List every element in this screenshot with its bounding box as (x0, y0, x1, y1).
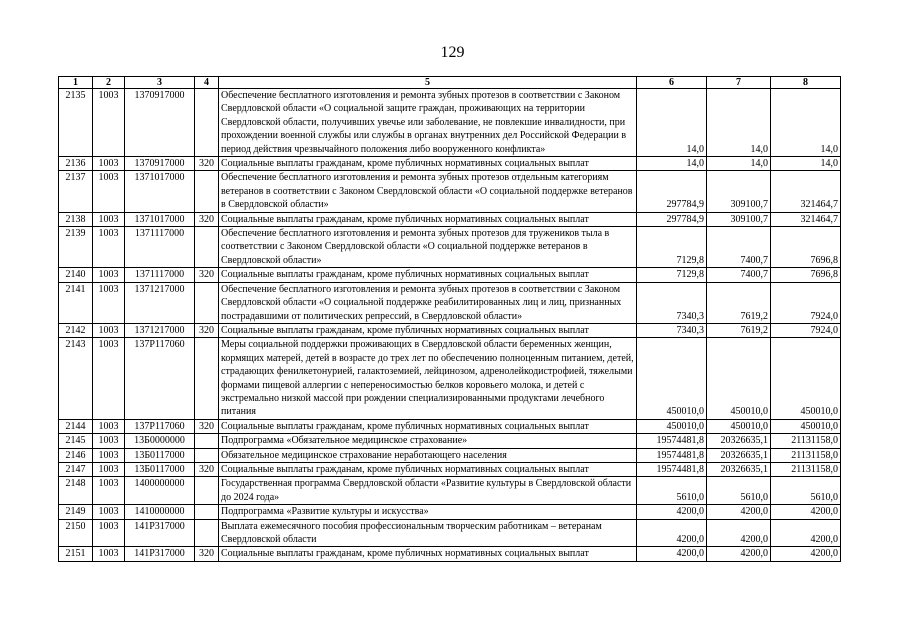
row-number-cell: 2145 (59, 434, 93, 448)
section-code-cell: 1003 (93, 338, 125, 419)
target-code-cell: 1410000000 (125, 505, 195, 519)
target-code-cell: 1371017000 (125, 212, 195, 226)
amount-year2-cell: 20326635,1 (707, 434, 771, 448)
item-name-cell: Социальные выплаты гражданам, кроме публичных нормативных социальных выплат (219, 547, 637, 561)
item-name-cell: Социальные выплаты гражданам, кроме публичных нормативных социальных выплат (219, 323, 637, 337)
amount-year2-cell: 14,0 (707, 157, 771, 171)
amount-year1-cell: 19574481,8 (637, 462, 707, 476)
section-code-cell: 1003 (93, 434, 125, 448)
amount-year1-cell: 4200,0 (637, 505, 707, 519)
target-code-cell: 141P317000 (125, 547, 195, 561)
amount-year1-cell: 7129,8 (637, 227, 707, 268)
budget-table (58, 76, 841, 562)
item-name-cell: Обеспечение бесплатного изготовления и ремонта зубных протезов для тружеников тыла в соответствии с Законом Свердловской области «О социальной поддержке ветеранов в Свердловской области» (219, 227, 637, 268)
table-row (59, 157, 841, 171)
header-cell: 2 (93, 77, 125, 89)
amount-year3-cell: 7924,0 (771, 282, 841, 323)
item-name-cell: Социальные выплаты гражданам, кроме публичных нормативных социальных выплат (219, 419, 637, 433)
expense-type-cell (195, 448, 219, 462)
table-row (59, 448, 841, 462)
table-row (59, 477, 841, 505)
expense-type-cell (195, 519, 219, 547)
amount-year3-cell: 4200,0 (771, 519, 841, 547)
amount-year3-cell: 14,0 (771, 89, 841, 157)
section-code-cell: 1003 (93, 227, 125, 268)
section-code-cell: 1003 (93, 547, 125, 561)
row-number-cell: 2151 (59, 547, 93, 561)
section-code-cell: 1003 (93, 157, 125, 171)
table-row (59, 338, 841, 419)
section-code-cell: 1003 (93, 171, 125, 212)
row-number-cell: 2138 (59, 212, 93, 226)
section-code-cell: 1003 (93, 212, 125, 226)
header-cell: 5 (219, 77, 637, 89)
expense-type-cell (195, 477, 219, 505)
amount-year1-cell: 450010,0 (637, 338, 707, 419)
row-number-cell: 2144 (59, 419, 93, 433)
amount-year2-cell: 4200,0 (707, 505, 771, 519)
amount-year1-cell: 450010,0 (637, 419, 707, 433)
row-number-cell: 2142 (59, 323, 93, 337)
amount-year3-cell: 5610,0 (771, 477, 841, 505)
row-number-cell: 2136 (59, 157, 93, 171)
target-code-cell: 13Б0117000 (125, 448, 195, 462)
table-row (59, 212, 841, 226)
amount-year3-cell: 321464,7 (771, 212, 841, 226)
section-code-cell: 1003 (93, 477, 125, 505)
table-row (59, 282, 841, 323)
section-code-cell: 1003 (93, 448, 125, 462)
amount-year1-cell: 7340,3 (637, 323, 707, 337)
item-name-cell: Обязательное медицинское страхование неработающего населения (219, 448, 637, 462)
amount-year2-cell: 450010,0 (707, 338, 771, 419)
expense-type-cell (195, 338, 219, 419)
expense-type-cell: 320 (195, 323, 219, 337)
amount-year3-cell: 450010,0 (771, 338, 841, 419)
amount-year3-cell: 21131158,0 (771, 462, 841, 476)
expense-type-cell: 320 (195, 462, 219, 476)
expense-type-cell: 320 (195, 419, 219, 433)
table-row (59, 547, 841, 561)
page-number: 129 (440, 44, 465, 61)
expense-type-cell (195, 89, 219, 157)
amount-year3-cell: 21131158,0 (771, 434, 841, 448)
expense-type-cell (195, 171, 219, 212)
amount-year1-cell: 7340,3 (637, 282, 707, 323)
section-code-cell: 1003 (93, 419, 125, 433)
amount-year1-cell: 5610,0 (637, 477, 707, 505)
amount-year3-cell: 321464,7 (771, 171, 841, 212)
expense-type-cell (195, 282, 219, 323)
expense-type-cell (195, 227, 219, 268)
table-row (59, 419, 841, 433)
amount-year2-cell: 7400,7 (707, 227, 771, 268)
item-name-cell: Меры социальной поддержки проживающих в Свердловской области беременных женщин, кормящих матерей, детей в возрасте до трех лет по обеспечению полноценным питанием, детей, страдающих фенилкетонурией, галактоземией, лейцинозом, адренолейкодистрофией, тяжелыми формами пищевой аллергии с непереносимостью белков коровьего молока, и детей с экстремально низкой массой при рождении специализированными продуктами лечебного питания (219, 338, 637, 419)
row-number-cell: 2140 (59, 268, 93, 282)
amount-year1-cell: 19574481,8 (637, 448, 707, 462)
amount-year1-cell: 14,0 (637, 89, 707, 157)
table-row (59, 89, 841, 157)
header-cell: 7 (707, 77, 771, 89)
target-code-cell: 13Б0000000 (125, 434, 195, 448)
row-number-cell: 2135 (59, 89, 93, 157)
target-code-cell: 1370917000 (125, 157, 195, 171)
amount-year3-cell: 7696,8 (771, 268, 841, 282)
amount-year2-cell: 14,0 (707, 89, 771, 157)
amount-year3-cell: 4200,0 (771, 505, 841, 519)
target-code-cell: 1371117000 (125, 227, 195, 268)
amount-year3-cell: 14,0 (771, 157, 841, 171)
item-name-cell: Социальные выплаты гражданам, кроме публичных нормативных социальных выплат (219, 462, 637, 476)
item-name-cell: Обеспечение бесплатного изготовления и ремонта зубных протезов в соответствии с Законом Свердловской области «О социальной защите граждан, проживающих на территории Свердловской области, получивших увечье или заболевание, не повлекшие инвалидности, при прохождении военной службы или службы в органах внутренних дел Российской Федерации в период действия чрезвычайного положения либо вооруженного конфликта» (219, 89, 637, 157)
section-code-cell: 1003 (93, 268, 125, 282)
amount-year1-cell: 297784,9 (637, 171, 707, 212)
table-row (59, 171, 841, 212)
section-code-cell: 1003 (93, 462, 125, 476)
target-code-cell: 1371217000 (125, 323, 195, 337)
target-code-cell: 137P117060 (125, 338, 195, 419)
table-row (59, 505, 841, 519)
row-number-cell: 2139 (59, 227, 93, 268)
amount-year1-cell: 7129,8 (637, 268, 707, 282)
target-code-cell: 13Б0117000 (125, 462, 195, 476)
table-row (59, 434, 841, 448)
amount-year3-cell: 7924,0 (771, 323, 841, 337)
item-name-cell: Государственная программа Свердловской области «Развитие культуры в Свердловской области до 2024 года» (219, 477, 637, 505)
item-name-cell: Социальные выплаты гражданам, кроме публичных нормативных социальных выплат (219, 157, 637, 171)
target-code-cell: 1371217000 (125, 282, 195, 323)
amount-year2-cell: 7619,2 (707, 323, 771, 337)
amount-year1-cell: 14,0 (637, 157, 707, 171)
section-code-cell: 1003 (93, 323, 125, 337)
section-code-cell: 1003 (93, 89, 125, 157)
expense-type-cell (195, 434, 219, 448)
amount-year2-cell: 7619,2 (707, 282, 771, 323)
row-number-cell: 2146 (59, 448, 93, 462)
expense-type-cell: 320 (195, 157, 219, 171)
row-number-cell: 2137 (59, 171, 93, 212)
amount-year2-cell: 309100,7 (707, 171, 771, 212)
amount-year3-cell: 4200,0 (771, 547, 841, 561)
row-number-cell: 2141 (59, 282, 93, 323)
amount-year1-cell: 4200,0 (637, 519, 707, 547)
amount-year2-cell: 7400,7 (707, 268, 771, 282)
item-name-cell: Обеспечение бесплатного изготовления и ремонта зубных протезов отдельным категориям ветеранов в соответствии с Законом Свердловской области «О социальной поддержке ветеранов в Свердловской области» (219, 171, 637, 212)
row-number-cell: 2148 (59, 477, 93, 505)
expense-type-cell: 320 (195, 212, 219, 226)
item-name-cell: Подпрограмма «Обязательное медицинское страхование» (219, 434, 637, 448)
header-cell: 1 (59, 77, 93, 89)
amount-year3-cell: 450010,0 (771, 419, 841, 433)
amount-year1-cell: 297784,9 (637, 212, 707, 226)
row-number-cell: 2149 (59, 505, 93, 519)
amount-year2-cell: 309100,7 (707, 212, 771, 226)
table-row (59, 462, 841, 476)
table-row (59, 227, 841, 268)
amount-year2-cell: 4200,0 (707, 547, 771, 561)
header-row (59, 77, 841, 89)
header-cell: 4 (195, 77, 219, 89)
header-cell: 6 (637, 77, 707, 89)
amount-year1-cell: 19574481,8 (637, 434, 707, 448)
target-code-cell: 1371117000 (125, 268, 195, 282)
row-number-cell: 2143 (59, 338, 93, 419)
item-name-cell: Социальные выплаты гражданам, кроме публичных нормативных социальных выплат (219, 212, 637, 226)
amount-year2-cell: 4200,0 (707, 519, 771, 547)
target-code-cell: 1370917000 (125, 89, 195, 157)
section-code-cell: 1003 (93, 282, 125, 323)
amount-year2-cell: 5610,0 (707, 477, 771, 505)
table-row (59, 323, 841, 337)
amount-year2-cell: 20326635,1 (707, 462, 771, 476)
amount-year2-cell: 450010,0 (707, 419, 771, 433)
header-cell: 8 (771, 77, 841, 89)
row-number-cell: 2150 (59, 519, 93, 547)
section-code-cell: 1003 (93, 505, 125, 519)
item-name-cell: Выплата ежемесячного пособия профессиональным творческим работникам – ветеранам Свердловской области (219, 519, 637, 547)
expense-type-cell (195, 505, 219, 519)
amount-year3-cell: 21131158,0 (771, 448, 841, 462)
item-name-cell: Социальные выплаты гражданам, кроме публичных нормативных социальных выплат (219, 268, 637, 282)
target-code-cell: 1400000000 (125, 477, 195, 505)
amount-year1-cell: 4200,0 (637, 547, 707, 561)
row-number-cell: 2147 (59, 462, 93, 476)
table-row (59, 519, 841, 547)
target-code-cell: 141P317000 (125, 519, 195, 547)
item-name-cell: Подпрограмма «Развитие культуры и искусства» (219, 505, 637, 519)
expense-type-cell: 320 (195, 547, 219, 561)
section-code-cell: 1003 (93, 519, 125, 547)
item-name-cell: Обеспечение бесплатного изготовления и ремонта зубных протезов в соответствии с Законом Свердловской области «О социальной поддержке реабилитированных лиц и лиц, признанных пострадавшими от политических репрессий, в Свердловской области» (219, 282, 637, 323)
table-row (59, 268, 841, 282)
target-code-cell: 1371017000 (125, 171, 195, 212)
header-cell: 3 (125, 77, 195, 89)
expense-type-cell: 320 (195, 268, 219, 282)
target-code-cell: 137P117060 (125, 419, 195, 433)
amount-year3-cell: 7696,8 (771, 227, 841, 268)
amount-year2-cell: 20326635,1 (707, 448, 771, 462)
